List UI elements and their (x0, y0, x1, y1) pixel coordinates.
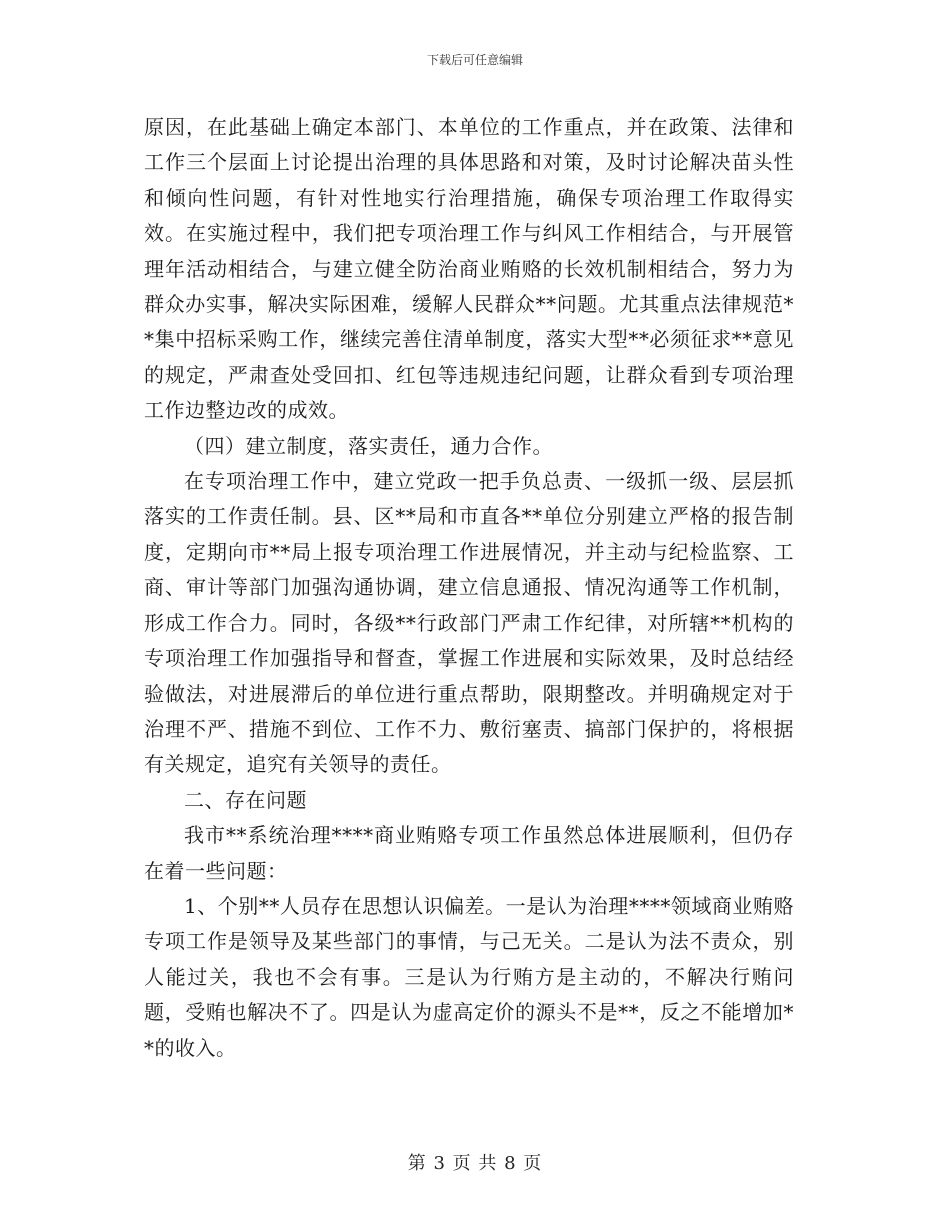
section-heading-4: （四）建立制度，落实责任，通力合作。 (184, 433, 553, 458)
paragraph-problems-intro: 我市**系统治理****商业贿赂专项工作虽然总体进展顺利，但仍存在着一些问题： (144, 823, 794, 883)
paragraph-responsibility-system: 在专项治理工作中，建立党政一把手负总责、一级抓一级、层层抓落实的工作责任制。县、区**局和市直各**单位分别建立严格的报告制度，定期向市**局上报专项治理工作进展情况，并主动与纪检监察、工商、审计等部门加强沟通协调，建立信息通报、情况沟通等工作机制，形成工作合力。同时，各级**行政部门严肃工作纪律，对所辖**机构的专项治理工作加强指导和督查，掌握工作进展和实际效果，及时总结经验做法，对进展滞后的单位进行重点帮助，限期整改。并明确规定对于治理不严、措施不到位、工作不力、敷衍塞责、搞部门保护的，将根据有关规定，追究有关领导的责任。 (144, 469, 794, 777)
page-footer: 第 3 页 共 8 页 (407, 1153, 543, 1174)
section-heading-problems: 二、存在问题 (184, 787, 307, 812)
paragraph-continued-reasons: 原因，在此基础上确定本部门、本单位的工作重点，并在政策、法律和工作三个层面上讨论提出治理的具体思路和对策，及时讨论解决苗头性和倾向性问题，有针对性地实行治理措施，确保专项治理工作取得实效。在实施过程中，我们把专项治理工作与纠风工作相结合，与开展管理年活动相结合，与建立健全防治商业贿赂的长效机制相结合，努力为群众办实事，解决实际困难，缓解人民群众**问题。尤其重点法律规范**集中招标采购工作，继续完善住清单制度，落实大型**必须征求**意见的规定，严肃查处受回扣、红包等违规违纪问题，让群众看到专项治理工作边整边改的成效。 (144, 115, 794, 423)
page-header: 下载后可任意编辑 (426, 53, 523, 67)
paragraph-problem-1: 1、个别**人员存在思想认识偏差。一是认为治理****领域商业贿赂专项工作是领导及某些部门的事情，与己无关。二是认为法不责众，别人能过关，我也不会有事。三是认为行贿方是主动的，不解决行贿问题，受贿也解决不了。四是认为虚高定价的源头不是**，反之不能增加**的收入。 (144, 893, 794, 1060)
document-body (144, 110, 794, 1066)
